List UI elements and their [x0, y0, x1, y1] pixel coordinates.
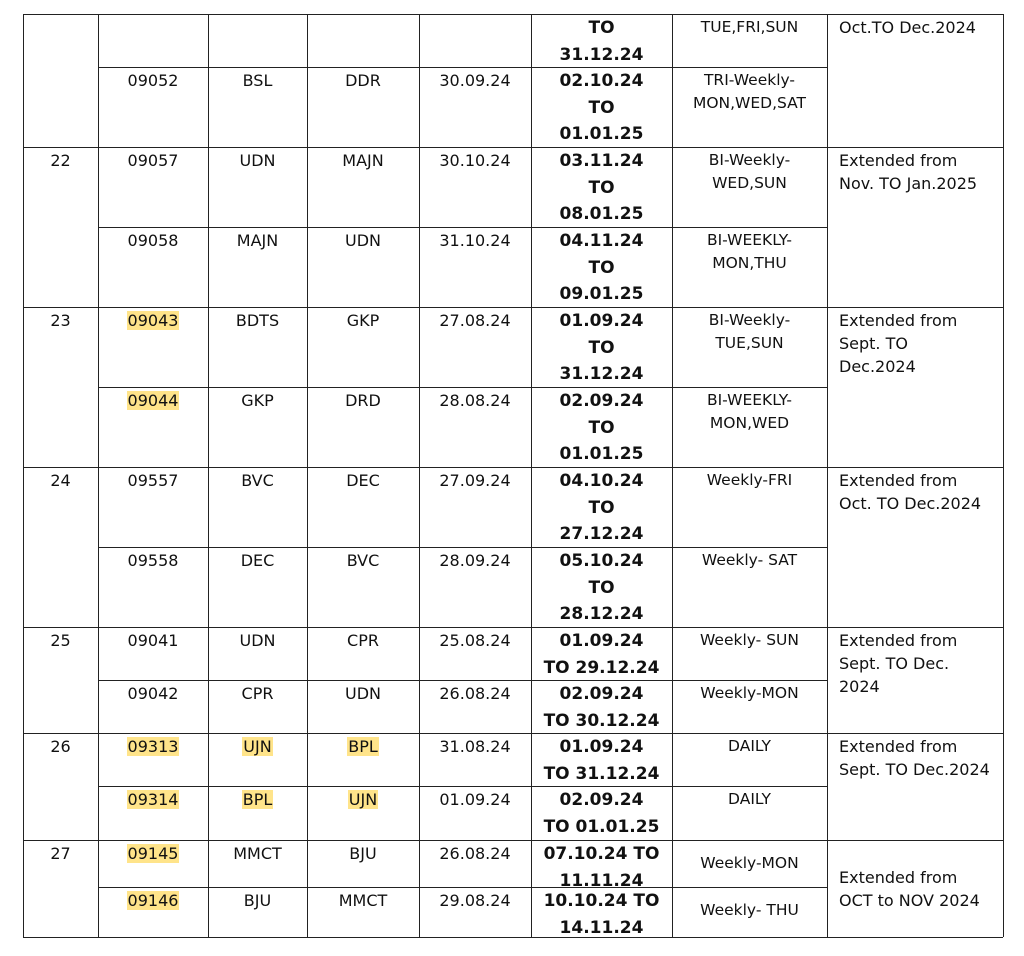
freq-line: TUE,SUN [715, 334, 784, 352]
remarks-line: Sept. TO Dec. [839, 654, 950, 673]
from-text: MAJN [236, 231, 279, 250]
dates-line: 31.12.24 [559, 364, 644, 384]
to-text: DRD [345, 391, 381, 410]
from-cell [208, 549, 307, 573]
remarks-line: Extended from [839, 471, 958, 490]
from-cell [208, 309, 307, 333]
train-text: 09557 [127, 471, 179, 490]
sno-text: 22 [50, 151, 71, 170]
sno-cell [23, 469, 98, 493]
to-cell [307, 842, 419, 866]
dates-line: TO [588, 18, 615, 38]
dates-line: 07.10.24 TO [543, 844, 660, 864]
dates-line: 01.01.25 [559, 124, 644, 144]
from-text: BJU [243, 891, 272, 910]
dates-line: 28.12.24 [559, 604, 644, 624]
train-cell [98, 549, 208, 573]
remarks-line: Extended from [839, 311, 958, 330]
from-cell [208, 69, 307, 93]
train-cell [98, 69, 208, 93]
train-cell [98, 469, 208, 493]
to-cell [307, 149, 419, 173]
freq-line: Weekly- SAT [701, 551, 798, 569]
from-cell [208, 149, 307, 173]
notif-cell [419, 229, 531, 253]
notif-text: 26.08.24 [439, 684, 511, 703]
train-cell [98, 788, 208, 812]
train-text: 09145 [127, 844, 179, 863]
notif-cell [419, 788, 531, 812]
train-cell [98, 889, 208, 913]
from-cell [208, 229, 307, 253]
to-text: UJN [348, 790, 378, 809]
notif-text: 01.09.24 [439, 790, 511, 809]
to-cell [307, 309, 419, 333]
train-cell [98, 389, 208, 413]
remarks-line: Extended from [839, 631, 958, 650]
to-cell [307, 682, 419, 706]
dates-line: 02.10.24 [559, 71, 644, 91]
dates-line: TO [588, 417, 615, 438]
remarks-line: Extended from [839, 868, 958, 887]
dates-line: TO [588, 337, 615, 358]
notif-cell [419, 735, 531, 759]
row-divider [98, 227, 827, 228]
to-cell [307, 229, 419, 253]
sno-text: 26 [50, 737, 71, 756]
group-divider [23, 147, 1003, 148]
train-text: 09314 [127, 790, 179, 809]
to-cell [307, 788, 419, 812]
train-text: 09052 [127, 71, 179, 90]
from-text: BVC [241, 471, 274, 490]
dates-line: TO 31.12.24 [543, 763, 660, 784]
group-divider [23, 467, 1003, 468]
remarks-line: Oct. TO Dec.2024 [839, 494, 982, 513]
notif-cell [419, 469, 531, 493]
remarks-line: Sept. TO [839, 334, 908, 353]
to-text: MMCT [338, 891, 388, 910]
train-cell [98, 149, 208, 173]
freq-line: TUE,FRI,SUN [700, 18, 799, 36]
dates-line: 31.12.24 [559, 44, 644, 65]
dates-line: TO 01.01.25 [543, 816, 660, 837]
dates-line: 02.09.24 [559, 684, 644, 704]
to-text: MAJN [342, 151, 384, 170]
to-text: BJU [349, 844, 377, 863]
dates-line: 02.09.24 [559, 790, 644, 810]
notif-text: 26.08.24 [439, 844, 511, 863]
notif-text: 25.08.24 [439, 631, 511, 650]
dates-line: TO [588, 497, 615, 518]
to-text: UDN [345, 231, 381, 250]
freq-line: BI-Weekly- [708, 151, 791, 169]
dates-line: 01.09.24 [559, 631, 644, 651]
to-text: DEC [346, 471, 380, 490]
notif-cell [419, 629, 531, 653]
notif-text: 31.10.24 [439, 231, 511, 250]
table-top-border [23, 14, 1003, 15]
group-divider [23, 307, 1003, 308]
dates-line: TO 30.12.24 [543, 710, 660, 731]
sno-cell [23, 842, 98, 866]
table-column-border [827, 14, 828, 937]
remarks-line: Extended from [839, 151, 958, 170]
notif-cell [419, 842, 531, 866]
from-cell [208, 389, 307, 413]
to-cell [307, 549, 419, 573]
row-divider [98, 680, 827, 681]
remarks-line: Extended from [839, 737, 958, 756]
train-text: 09044 [127, 391, 179, 410]
dates-line: 10.10.24 TO [543, 891, 660, 911]
dates-line: 11.11.24 [559, 870, 644, 891]
to-text: BPL [348, 737, 378, 756]
train-text: 09558 [127, 551, 179, 570]
from-text: UDN [239, 151, 276, 170]
train-cell [98, 629, 208, 653]
dates-line: TO 29.12.24 [543, 657, 660, 678]
to-cell [307, 735, 419, 759]
from-text: CPR [241, 684, 274, 703]
row-divider [98, 547, 827, 548]
remarks-line: Sept. TO Dec.2024 [839, 760, 990, 779]
group-divider [23, 840, 1003, 841]
from-cell [208, 469, 307, 493]
to-cell [307, 629, 419, 653]
notif-text: 31.08.24 [439, 737, 511, 756]
row-divider [98, 887, 827, 888]
freq-line: DAILY [728, 737, 771, 755]
table-column-border [1003, 14, 1004, 937]
train-text: 09042 [127, 684, 179, 703]
dates-line: 27.12.24 [559, 524, 644, 544]
notif-text: 27.09.24 [439, 471, 511, 490]
from-cell [208, 842, 307, 866]
train-text: 09057 [127, 151, 179, 170]
sno-text: 25 [50, 631, 71, 650]
from-text: BDTS [235, 311, 280, 330]
train-cell [98, 735, 208, 759]
to-cell [307, 69, 419, 93]
from-text: BSL [242, 71, 273, 90]
notif-text: 30.10.24 [439, 151, 511, 170]
from-cell [208, 629, 307, 653]
freq-line: Weekly-FRI [706, 471, 793, 489]
notif-cell [419, 69, 531, 93]
notif-text: 28.09.24 [439, 551, 511, 570]
to-text: CPR [347, 631, 379, 650]
freq-line: MON,THU [712, 254, 787, 272]
from-text: GKP [241, 391, 274, 410]
freq-line: WED,SUN [712, 174, 787, 192]
from-text: UJN [243, 737, 272, 756]
table-bottom-border [23, 937, 1003, 938]
dates-line: 14.11.24 [559, 917, 644, 938]
freq-line: Weekly-MON [700, 854, 799, 872]
to-text: UDN [345, 684, 381, 703]
remarks-line: OCT to NOV 2024 [839, 891, 980, 910]
remarks-line: Dec.2024 [839, 357, 916, 376]
dates-line: TO [588, 177, 615, 198]
dates-line: TO [588, 577, 615, 598]
train-cell [98, 682, 208, 706]
freq-line: TRI-Weekly- [703, 71, 796, 89]
freq-line: Weekly- THU [700, 901, 799, 919]
train-cell [98, 309, 208, 333]
from-text: MMCT [233, 844, 282, 863]
dates-line: 01.09.24 [559, 737, 644, 757]
sno-text: 23 [50, 311, 71, 330]
row-divider [98, 387, 827, 388]
dates-line: TO [588, 97, 615, 118]
notif-cell [419, 682, 531, 706]
dates-line: 05.10.24 [559, 551, 644, 571]
freq-line: DAILY [728, 790, 771, 808]
dates-line: 02.09.24 [559, 391, 644, 411]
train-text: 09313 [127, 737, 179, 756]
to-cell [307, 389, 419, 413]
notif-text: 30.09.24 [439, 71, 511, 90]
group-divider [23, 733, 1003, 734]
train-text: 09058 [127, 231, 179, 250]
freq-line: MON,WED,SAT [692, 94, 807, 112]
dates-line: 08.01.25 [559, 204, 644, 224]
train-text: 09146 [127, 891, 179, 910]
dates-line: 01.09.24 [559, 311, 644, 331]
dates-line: 04.10.24 [559, 471, 644, 491]
from-cell [208, 788, 307, 812]
remarks-line: Oct.TO Dec.2024 [839, 18, 976, 37]
remarks-line: Nov. TO Jan.2025 [839, 174, 978, 193]
notif-text: 28.08.24 [439, 391, 511, 410]
train-cell [98, 229, 208, 253]
dates-line: TO [588, 257, 615, 278]
notif-cell [419, 389, 531, 413]
from-text: BPL [242, 790, 273, 809]
notif-cell [419, 889, 531, 913]
from-text: DEC [240, 551, 275, 570]
freq-line: BI-WEEKLY- [706, 231, 793, 249]
dates-line: 03.11.24 [559, 151, 644, 171]
freq-line: MON,WED [709, 414, 790, 432]
remarks-line: 2024 [839, 677, 880, 696]
to-cell [307, 889, 419, 913]
notif-cell [419, 309, 531, 333]
notif-text: 29.08.24 [439, 891, 511, 910]
sno-text: 24 [50, 471, 71, 490]
row-divider [98, 786, 827, 787]
sno-cell [23, 149, 98, 173]
dates-line: 01.01.25 [559, 444, 644, 464]
from-cell [208, 682, 307, 706]
train-cell [98, 842, 208, 866]
dates-line: 09.01.25 [559, 284, 644, 304]
row-divider [98, 67, 827, 68]
to-text: DDR [345, 71, 381, 90]
freq-line: Weekly- SUN [700, 631, 799, 649]
to-cell [307, 469, 419, 493]
train-text: 09041 [127, 631, 179, 650]
sno-text: 27 [50, 844, 71, 863]
freq-line: Weekly-MON [700, 684, 799, 702]
sno-cell [23, 629, 98, 653]
freq-line: BI-WEEKLY- [706, 391, 793, 409]
notif-cell [419, 549, 531, 573]
freq-line: BI-Weekly- [708, 311, 791, 329]
sno-cell [23, 309, 98, 333]
group-divider [23, 627, 1003, 628]
train-text: 09043 [127, 311, 179, 330]
sno-cell [23, 735, 98, 759]
from-cell [208, 889, 307, 913]
notif-text: 27.08.24 [439, 311, 511, 330]
to-text: GKP [346, 311, 380, 330]
dates-line: 04.11.24 [559, 231, 644, 251]
to-text: BVC [346, 551, 380, 570]
from-text: UDN [239, 631, 276, 650]
notif-cell [419, 149, 531, 173]
from-cell [208, 735, 307, 759]
